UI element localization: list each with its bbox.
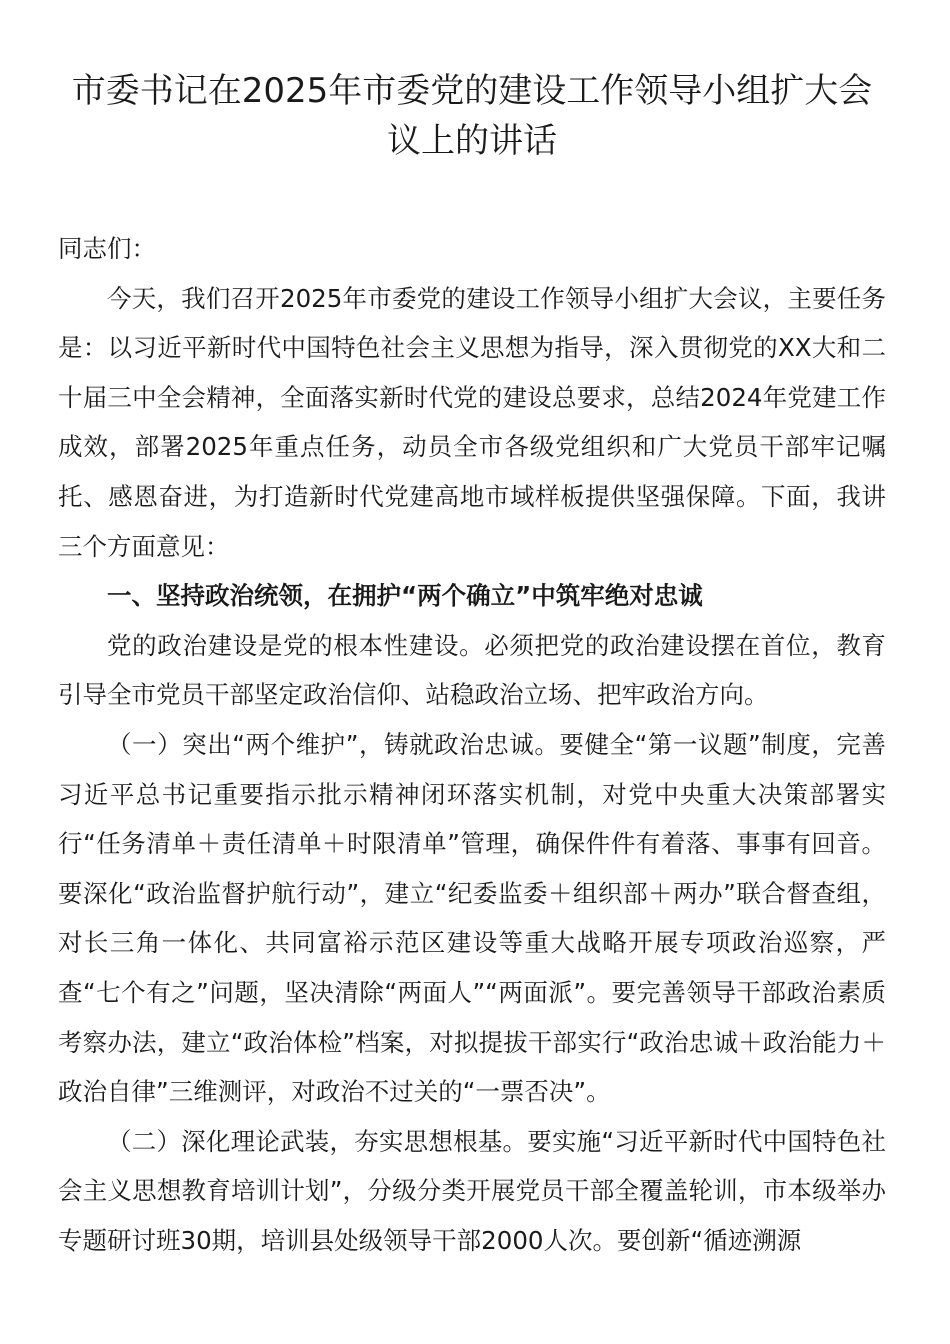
section-heading-1: 一、坚持政治统领，在拥护“两个确立”中筑牢绝对忠诚 — [107, 581, 703, 611]
salutation: 同志们： — [58, 234, 156, 263]
paragraph-subsection-2: （二）深化理论武装，夯实思想根基。要实施“习近平新时代中国特色社会主义思想教育培训计划”，分级分类开展党员干部全覆盖轮训，市本级举办专题研讨班30期，培训县处级领导干部2000人次。要创新“循迹溯源 — [58, 1126, 886, 1255]
document-title: 市委书记在2025年市委党的建设工作领导小组扩大会议上的讲话 — [71, 71, 873, 161]
paragraph-subsection-1: （一）突出“两个维护”，铸就政治忠诚。要健全“第一议题”制度，完善习近平总书记重要指示批示精神闭环落实机制，对党中央重大决策部署实行“任务清单＋责任清单＋时限清单”管理，确保件件有着落、事事有回音。要深化“政治监督护航行动”，建立“纪委监委＋组织部＋两办”联合督查组，对长三角一体化、共同富裕示范区建设等重大战略开展专项政治巡察，严查“七个有之”问题，坚决清除“两面人”“两面派”。要完善领导干部政治素质考察办法，建立“政治体检”档案，对拟提拔干部实行“政治忠诚＋政治能力＋政治自律”三维测评，对政治不过关的“一票否决”。 — [58, 729, 886, 1107]
paragraph-intro: 今天，我们召开2025年市委党的建设工作领导小组扩大会议，主要任务是：以习近平新时代中国特色社会主义思想为指导，深入贯彻党的XX大和二十届三中全会精神，全面落实新时代党的建设总要求，总结2024年党建工作成效，部署2025年重点任务，动员全市各级党组织和广大党员干部牢记嘱托、感恩奋进，为打造新时代党建高地市域样板提供坚强保障。下面，我讲三个方面意见： — [58, 283, 886, 561]
document-body — [58, 224, 886, 1265]
paragraph-section-1-lead: 党的政治建设是党的根本性建设。必须把党的政治建设摆在首位，教育引导全市党员干部坚定政治信仰、站稳政治立场、把牢政治方向。 — [58, 630, 886, 710]
